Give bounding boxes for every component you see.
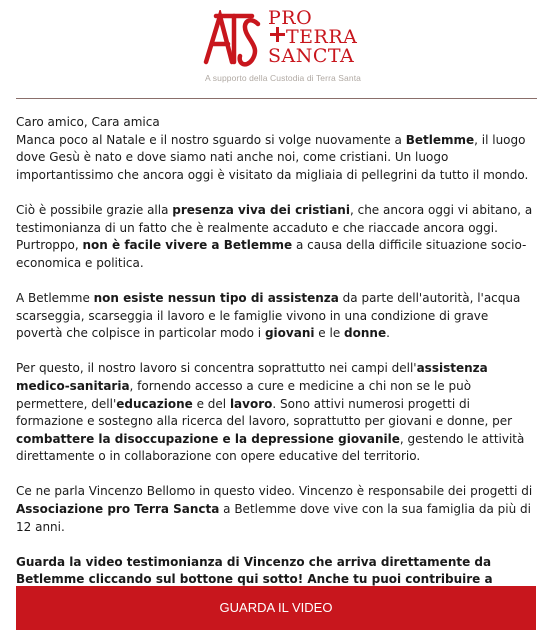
logo-wordmark <box>268 9 357 66</box>
text-run: . Sono attivi numerosi progetti di formazione e sostegno alla ricerca del lavoro, soprattutto per giovani e donne, per <box>16 396 513 429</box>
text-run: e le <box>314 326 345 341</box>
email-header <box>0 0 550 96</box>
text-run: , fornendo accesso a cure e medicine a chi non se le può permettere, dell' <box>16 378 472 411</box>
text-run: Per questo, il nostro lavoro si concentra soprattutto nei campi dell' <box>16 361 417 376</box>
text-run: Ciò è possibile grazie alla <box>16 202 173 217</box>
bold-text-run: presenza viva dei cristiani <box>172 202 350 217</box>
logo-line-pro: PRO <box>268 7 313 29</box>
logo-tagline: A supporto della Custodia di Terra Santa <box>205 73 361 83</box>
paragraph-4 <box>16 360 538 466</box>
bold-text-run: educazione <box>116 396 193 411</box>
greeting: Caro amico, Cara amica <box>16 115 160 129</box>
text-run: a causa della difficile situazione socio-economica e politica. <box>16 238 527 270</box>
text-run: a Betlemme dove vive con la sua famiglia da più di 12 anni. <box>16 502 531 534</box>
text-run: , che ancora oggi vi abitano, a testimonianza di un fatto che è realmente accaduto e che riaccade ancora oggi. Purtroppo, <box>16 202 533 253</box>
bold-text-run: Associazione pro Terra Sancta <box>16 502 220 517</box>
paragraph-1 <box>16 132 538 185</box>
paragraph-3 <box>16 290 538 343</box>
text-run: e del <box>192 396 230 411</box>
paragraph-2 <box>16 202 538 272</box>
logo-line-sancta: SANCTA <box>268 45 355 67</box>
bold-text-run: lavoro <box>229 396 273 411</box>
header-divider <box>16 98 537 99</box>
pro-terra-sancta-logo-icon[interactable] <box>202 10 264 72</box>
text-run: Ce ne parla Vincenzo Bellomo in questo video. Vincenzo è responsabile dei progetti di <box>16 484 533 499</box>
text-run: . <box>386 326 390 341</box>
bold-text-run: giovani <box>264 326 315 341</box>
bold-text-run: non è facile vivere a Betlemme <box>82 238 293 253</box>
bold-text-run: combattere la disoccupazione e la depressione giovanile <box>16 431 400 446</box>
bold-text-run: non esiste nessun tipo di assistenza <box>93 290 339 305</box>
paragraph-5 <box>16 483 538 536</box>
bold-text-run: assistenza medico-sanitaria <box>16 361 488 393</box>
text-run: , il luogo dove Gesù è nato e dove siamo nati anche noi, come cristiani. Un luogo importantissimo che ancora oggi è visitato da migliaia di pellegrini da tutto il mondo. <box>16 132 529 182</box>
text-run: da parte dell'autorità, l'acqua scarseggia, scarseggia il lavoro e le famiglie vivono in una condizione di grave povertà che colpisce in particolar modo i <box>16 290 521 341</box>
email-body <box>16 114 538 624</box>
logo-line-terra: TERRA <box>286 26 358 48</box>
text-run: , gestendo le attività direttamente o in collaborazione con opere educative del territorio. <box>16 431 525 464</box>
bold-text-run: donne <box>344 326 387 341</box>
bold-text-run: Guarda la video testimonianza di Vincenzo che arriva direttamente da Betlemme cliccando sul bottone qui sotto! Anche tu puoi contribuire a <box>16 554 493 587</box>
watch-video-button[interactable]: GUARDA IL VIDEO <box>16 586 536 630</box>
text-run: Manca poco al Natale e il nostro sguardo si volge nuovamente a <box>16 132 406 147</box>
bold-text-run: Betlemme <box>405 132 475 147</box>
text-run: A Betlemme <box>16 290 94 305</box>
